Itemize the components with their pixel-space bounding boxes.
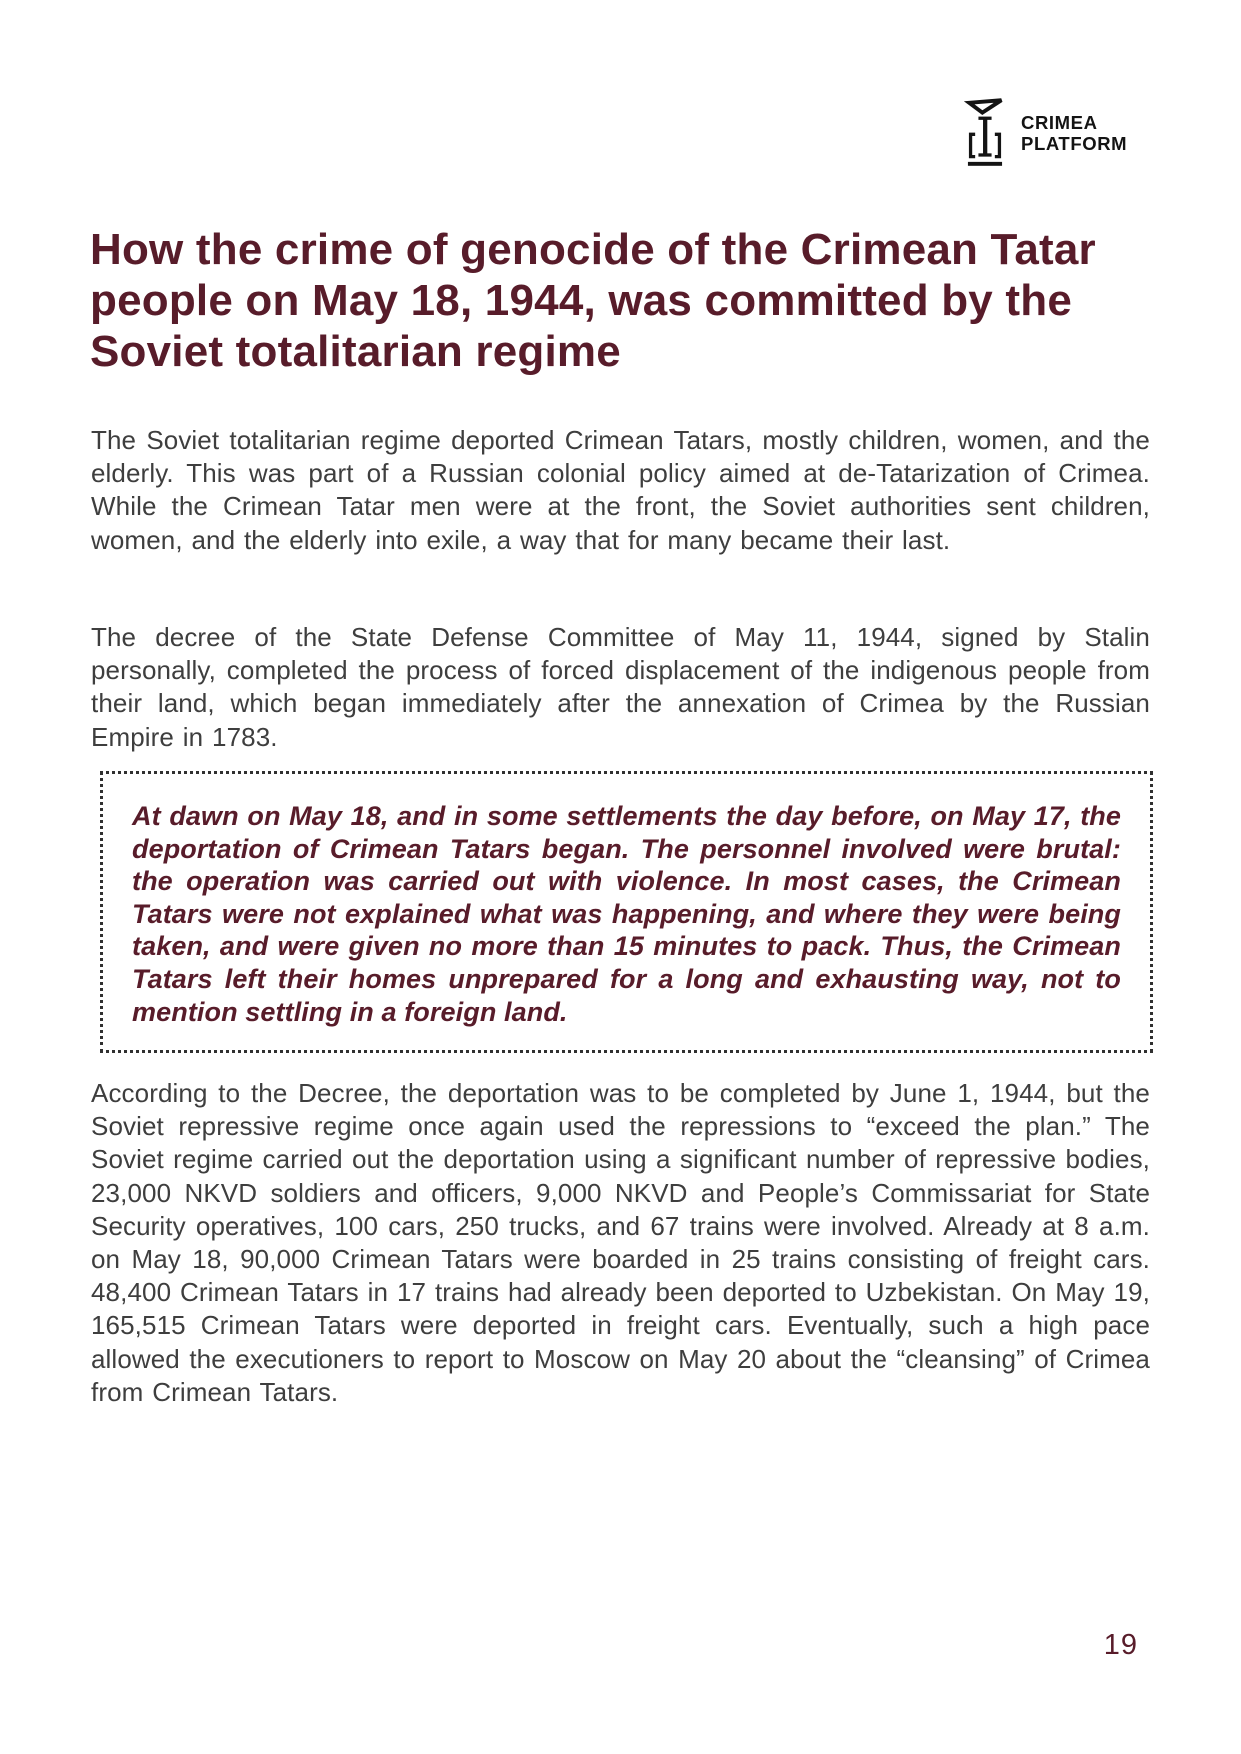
quote-box (100, 771, 1153, 1053)
logo-wordmark (1021, 112, 1127, 155)
page-title: How the crime of genocide of the Crimean Tatar people on May 18, 1944, was committed by the Soviet totalitarian regime (90, 225, 1096, 376)
paragraph-deportation-details: According to the Decree, the deportation was to be completed by June 1, 1944, but the Soviet repressive regime once again used the repressions to “exceed the plan.” The Soviet regime carried out the deportation using a significant number of repressive bodies, 23,000 NKVD soldiers and officers, 9,000 NKVD and People’s Commissariat for State Security operatives, 100 cars, 250 trucks, and 67 trains were involved. Already at 8 a.m. on May 18, 90,000 Crimean Tatars were boarded in 25 trains consisting of freight cars. 48,400 Crimean Tatars in 17 trains had already been deported to Uzbekistan. On May 19, 165,515 Crimean Tatars were deported in freight cars. Eventually, such a high pace allowed the executioners to report to Moscow on May 20 about the “cleansing” of Crimea from Crimean Tatars. (91, 1078, 1150, 1407)
page-number: 19 (1103, 1629, 1138, 1661)
crimea-platform-logo (964, 97, 1127, 169)
paragraph-deportation-overview: The Soviet totalitarian regime deported Crimean Tatars, mostly children, women, and the elderly. This was part of a Russian colonial policy aimed at de-Tatarization of Crimea. While the Crimean Tatar men were at the front, the Soviet authorities sent children, women, and the elderly into exile, a way that for many became their last. (91, 425, 1150, 555)
quote-text: At dawn on May 18, and in some settlements the day before, on May 17, the deportation of Crimean Tatars began. The personnel involved were brutal: the operation was carried out with violence. In most cases, the Crimean Tatars were not explained what was happening, and where they were being taken, and were given no more than 15 minutes to pack. Thus, the Crimean Tatars left their homes unprepared for a long and exhausting way, not to mention settling in a foreign land. (132, 801, 1121, 1027)
tarak-tamga-icon (964, 97, 1006, 169)
paragraph-decree: The decree of the State Defense Committee of May 11, 1944, signed by Stalin personally, completed the process of forced displacement of the indigenous people from their land, which began immediately after the annexation of Crimea by the Russian Empire in 1783. (91, 622, 1150, 752)
logo-line2: PLATFORM (1021, 133, 1128, 154)
logo-line1: CRIMEA (1021, 111, 1098, 133)
